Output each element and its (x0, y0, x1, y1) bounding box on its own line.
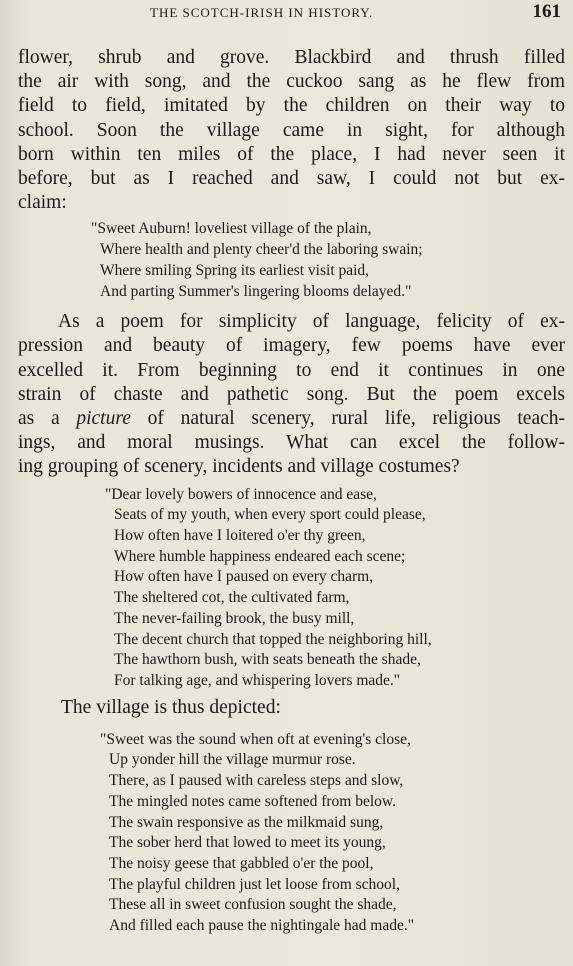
verse-line: How often have I paused on every charm, (114, 568, 374, 586)
verse-line: And parting Summer's lingering blooms delayed." (100, 282, 412, 300)
paragraph-line: As a poem for simplicity of language, felicity of ex- (58, 311, 565, 333)
verse-line: The noisy geese that gabbled o'er the pool, (109, 854, 374, 872)
line-text: as a (18, 408, 60, 430)
paragraph-line: flower, shrub and grove. Blackbird and thrush filled (18, 47, 565, 68)
verse-line: "Sweet Auburn! loveliest village of the plain, (91, 220, 372, 238)
verse-line: The never-failing brook, the busy mill, (114, 609, 355, 627)
paragraph-line: born within ten miles of the place, I had never seen it (18, 143, 565, 165)
verse-quote-1 (91, 219, 565, 302)
verse-quote-2 (105, 485, 565, 692)
paragraph-line: the air with song, and the cuckoo sang as he flew from (18, 71, 565, 93)
verse-line: "Dear lovely bowers of innocence and ease, (105, 485, 377, 503)
verse-line: There, as I paused with careless steps and slow, (109, 772, 404, 790)
paragraph-line: claim: (18, 192, 67, 214)
verse-line: And filled each pause the nightingale had made." (109, 917, 415, 935)
paragraph-2 (18, 310, 565, 479)
verse-line: How often have I loitered o'er thy green, (114, 527, 366, 545)
paragraph-line: pression and beauty of imagery, few poems have ever (18, 335, 565, 357)
paragraph-line: ing grouping of scenery, incidents and village costumes? (18, 456, 460, 478)
lead-in-line: The village is thus depicted: (61, 696, 281, 718)
verse-line: The mingled notes came softened from below. (109, 792, 396, 810)
paragraph-line (18, 407, 565, 431)
paragraph-line: before, but as I reached and saw, I could not but ex- (18, 168, 565, 190)
paragraph-line: ings, and moral musings. What can excel the follow- (18, 432, 565, 454)
verse-line: The hawthorn bush, with seats beneath the shade, (114, 651, 421, 669)
paragraph-line: strain of chaste and pathetic song. But the poem excels (18, 383, 565, 405)
paragraph-line: field to field, imitated by the children on their way to (18, 95, 565, 117)
running-title: THE SCOTCH-IRISH IN HISTORY. (150, 5, 374, 20)
verse-line: The sheltered cot, the cultivated farm, (114, 589, 350, 607)
line-text: of natural scenery, rural life, religious teach- (147, 408, 566, 430)
verse-line: "Sweet was the sound when oft at evening's close, (100, 730, 411, 748)
verse-line: Where smiling Spring its earliest visit paid, (100, 261, 370, 279)
verse-line: Up yonder hill the village murmur rose. (109, 751, 356, 769)
verse-line: The swain responsive as the milkmaid sung, (109, 813, 384, 831)
paragraph-line: excelled it. From beginning to end it continues in one (18, 359, 565, 381)
verse-line: For talking age, and whispering lovers made." (114, 671, 401, 689)
verse-line: The playful children just let loose from school, (109, 875, 400, 893)
paragraph-line: school. Soon the village came in sight, for although (18, 119, 565, 141)
verse-line: Seats of my youth, when every sport could please, (114, 506, 426, 524)
verse-line: Where humble happiness endeared each scene; (114, 547, 406, 565)
verse-line: The decent church that topped the neighboring hill, (114, 630, 432, 648)
verse-line: These all in sweet confusion sought the shade, (109, 896, 397, 914)
running-head (18, 0, 565, 36)
verse-line: The sober herd that lowed to meet its young, (109, 834, 386, 852)
paragraph-1 (18, 46, 565, 215)
emphasized-word: picture (76, 408, 131, 430)
verse-quote-3 (100, 730, 565, 937)
page-number: 161 (532, 1, 561, 22)
verse-line: Where health and plenty cheer'd the laboring swain; (100, 241, 423, 259)
